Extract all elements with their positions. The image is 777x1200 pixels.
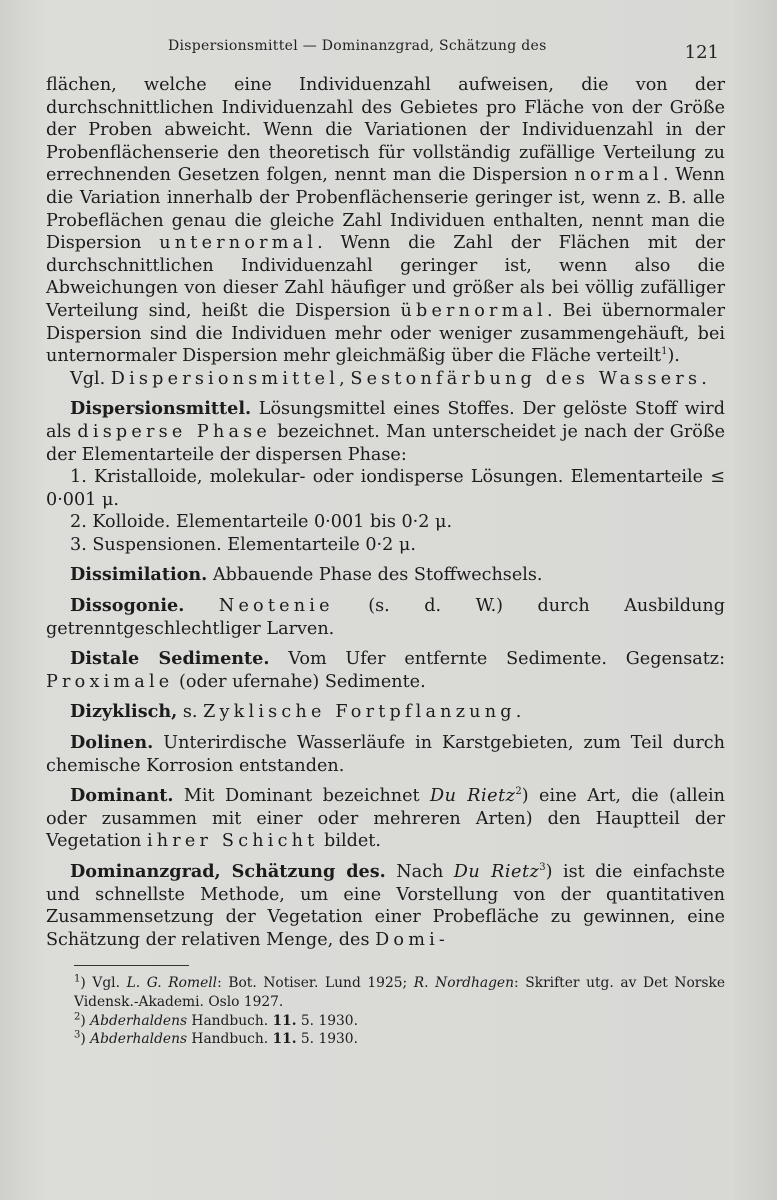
entry-dispersionsmittel	[46, 398, 725, 466]
list-item-2: 2. Kolloide. Elementarteile 0·001 bis 0·2 μ.	[70, 512, 453, 533]
continuation-paragraph	[46, 74, 725, 368]
page-header	[46, 34, 725, 74]
entry-dissogonie	[46, 595, 725, 640]
author-name: L. G. Romell	[126, 975, 218, 992]
footnote-number: 3	[74, 1029, 81, 1041]
spaced-term: übernormal	[400, 300, 548, 321]
footnote-2	[46, 1012, 725, 1031]
cross-reference: Dispersionsmittel	[110, 368, 340, 389]
body-text	[46, 74, 725, 951]
footnote-ref: 2	[515, 786, 522, 798]
text-run: bezeichnet. Man unterscheidet je nach der Größe der Elementarteile der dispersen Phase:	[46, 421, 725, 465]
spaced-term: normal	[574, 165, 663, 186]
cross-reference: Neotenie	[218, 596, 334, 617]
entry-term: Dissimilation.	[70, 564, 208, 586]
text-run: .	[515, 702, 522, 723]
text-run: Lösungsmittel eines Stoffes. Der gelöste Stoff wird als	[46, 399, 725, 442]
text-run: )	[80, 1031, 91, 1048]
volume-number: 11.	[272, 1012, 297, 1029]
text-run: ,	[339, 368, 351, 389]
entry-term: Dissogonie.	[70, 595, 185, 617]
text-run: .	[701, 368, 707, 389]
list-item-1	[46, 466, 725, 511]
text-run	[184, 596, 219, 616]
list-item-3: 3. Suspensionen. Elementarteile 0·2 μ.	[70, 534, 416, 555]
spaced-term: disperse Phase	[77, 421, 272, 442]
entry-distale-sedimente	[46, 648, 725, 693]
text-run: s.	[177, 702, 204, 723]
entry-term: Dominanzgrad, Schätzung des.	[70, 861, 386, 882]
entry-term: Dispersionsmittel.	[70, 398, 252, 420]
text-run: Handbuch.	[187, 1012, 273, 1029]
footnotes	[46, 965, 725, 1048]
spaced-term: ihrer Schicht	[146, 831, 319, 852]
entry-dizyklisch	[46, 701, 725, 724]
footnote-divider	[74, 965, 189, 966]
entry-dolinen	[46, 732, 725, 777]
author-name: Abderhaldens	[90, 1031, 188, 1048]
entry-term: Distale Sedimente.	[70, 648, 270, 670]
entry-term: Dominant.	[70, 785, 174, 807]
footnote-3	[46, 1030, 725, 1049]
entry-dissimilation	[46, 564, 725, 587]
text-run: Vgl.	[70, 368, 111, 389]
text-run: . Wenn die Variation innerhalb der Probenflächenserie geringer ist, wenn z. B. alle Probeflächen genau die gleiche Zahl Individuen enthalten, nennt man die Dispersion	[46, 165, 725, 254]
author-name: Abderhaldens	[90, 1012, 188, 1029]
footnote-ref: 1	[661, 346, 668, 358]
spaced-term: unternormal	[159, 233, 318, 254]
text-run: Vom Ufer entfernte Sedimente. Gegensatz:	[269, 649, 725, 670]
text-run: . Wenn die Zahl der Flächen mit der durchschnittlichen Individuenzahl geringer ist, wenn also die Abweichungen von dieser Zahl häufiger und größer als bei völlig zufälliger Verteilung sind, heißt die Dispersion	[46, 233, 725, 321]
footnote-number: 1	[74, 973, 81, 985]
text-run: )	[80, 1012, 91, 1029]
text-run: bildet.	[318, 831, 381, 852]
spaced-term: Proximale	[46, 671, 174, 692]
author-name: R. Nordhagen	[413, 975, 514, 992]
page-number: 121	[684, 42, 719, 63]
spaced-term: Domi-	[375, 929, 450, 950]
text-run: (oder ufernahe) Sedimente.	[173, 671, 426, 692]
text-run: Abbauende Phase des Stoffwechsels.	[207, 565, 543, 586]
entry-dominant	[46, 785, 725, 853]
footnote-ref: 3	[539, 862, 546, 874]
text-run: 5. 1930.	[296, 1012, 358, 1029]
text-run: . Bei übernormaler Dispersion sind die Individuen mehr oder weniger zusammengehäuft, bei unternormaler Dispersion mehr gleichmäßig über die Fläche verteilt	[46, 300, 725, 367]
text-run: Unterirdische Wasserläufe in Karstgebieten, zum Teil durch chemische Korrosion entstanden.	[46, 733, 725, 776]
text-run: ).	[667, 346, 680, 367]
footnote-number: 2	[74, 1010, 81, 1022]
text-run: Mit Dominant bezeichnet	[173, 786, 430, 807]
author-name: Du Rietz	[453, 862, 540, 882]
text-run: 5. 1930.	[296, 1031, 358, 1048]
cross-reference: Sestonfärbung des Wassers	[350, 368, 702, 389]
text-run: ) ist die einfachste und schnellste Methode, um eine Vorstellung von der quantitativen Zusammensetzung der Vegetation einer Probefläche zu gewinnen, eine Schätzung der relativen Menge, des	[46, 862, 725, 950]
text-run: ) Vgl.	[80, 975, 127, 992]
vgl-paragraph	[46, 368, 725, 391]
text-run: (s. d. W.) durch Ausbildung getrenntgeschlechtliger Larven.	[46, 596, 725, 639]
text-run: ≤ 0·001 μ.	[46, 467, 725, 510]
text-run: : Skrifter utg. av Det Norske Vidensk.-Akademi. Oslo 1927.	[74, 975, 725, 1010]
text-run: : Bot. Notiser. Lund 1925;	[217, 975, 414, 992]
volume-number: 11.	[272, 1031, 297, 1048]
author-name: Du Rietz	[429, 786, 516, 807]
text-run: ) eine Art, die (allein oder zusammen mit einer oder mehreren Arten) den Hauptteil der Vegetation	[46, 786, 726, 852]
text-run: Handbuch.	[187, 1031, 273, 1048]
entry-term: Dizyklisch,	[70, 701, 178, 723]
cross-reference: Zyklische Fortpflanzung	[203, 702, 516, 723]
footnote-1	[46, 974, 725, 1011]
entry-dominanzgrad	[46, 861, 725, 951]
text-run: Nach	[385, 862, 454, 882]
running-head: Dispersionsmittel — Dominanzgrad, Schätzung des	[168, 38, 547, 54]
entry-term: Dolinen.	[70, 732, 154, 754]
text-run: flächen, welche eine Individuenzahl aufweisen, die von der durchschnittlichen Individuenzahl des Gebietes pro Fläche von der Größe der Proben abweicht. Wenn die Variationen der Individuenzahl in der Probenflächenserie den theoretisch für vollständig zufällige Verteilung zu errechnenden Gesetzen folgen, nennt man die Dispersion	[46, 75, 725, 186]
text-run: 1. Kristalloide, molekular- oder iondisperse Lösungen. Elementarteile	[70, 467, 711, 488]
